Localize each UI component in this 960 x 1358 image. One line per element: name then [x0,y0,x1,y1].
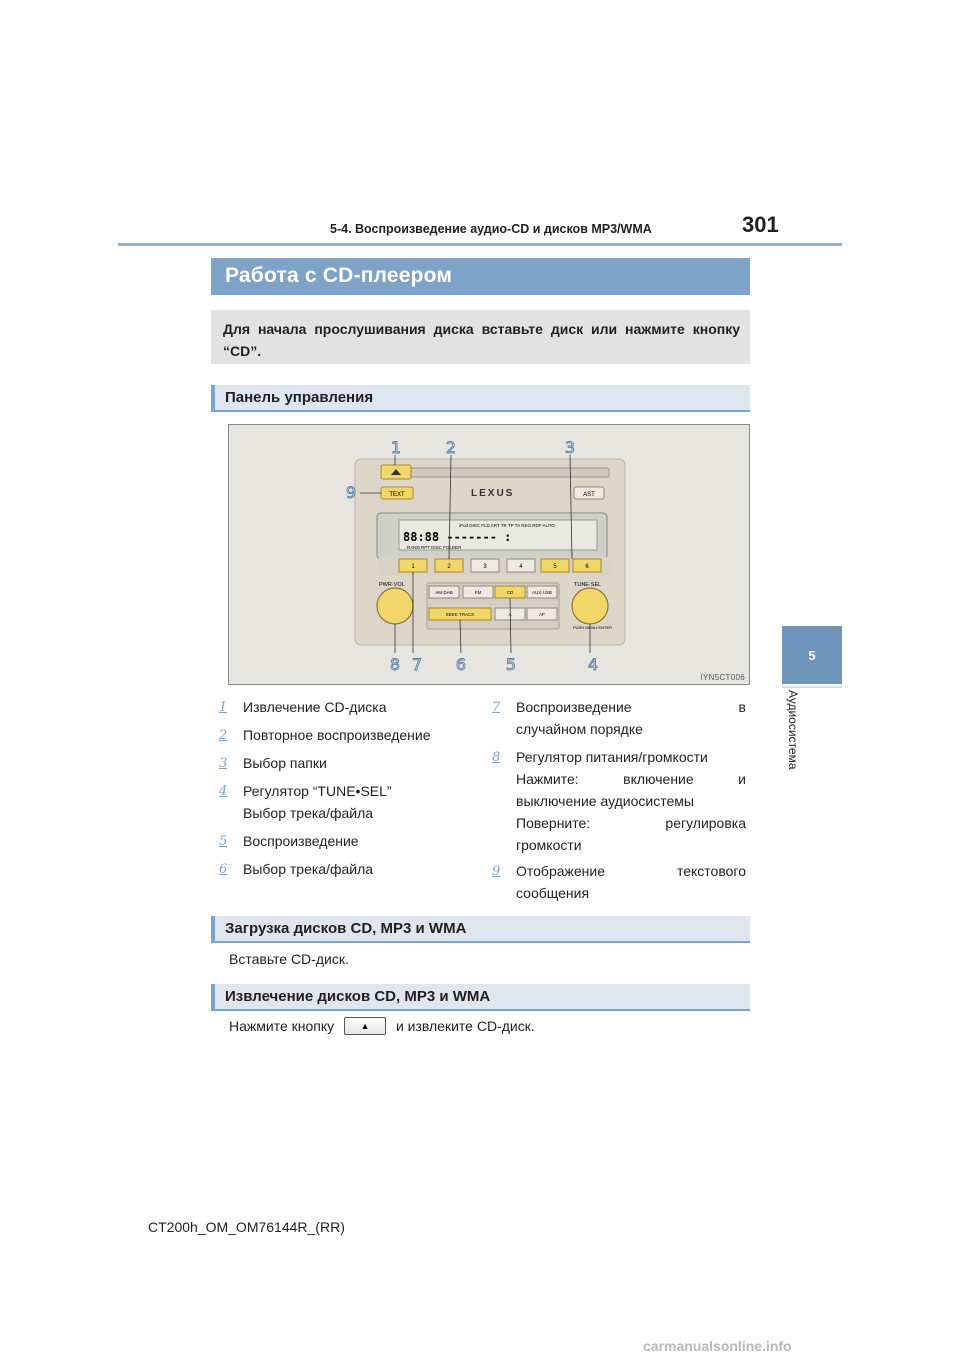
eject-text-after: и извлеките CD-диск. [395,1018,535,1034]
preset-4-label: 4 [519,564,523,570]
control-panel-illustration [228,424,750,685]
legend-number: 2 [219,728,228,743]
section-heading-panel: Панель управления [211,385,750,412]
tune-select-knob [572,588,608,624]
section-header: 5-4. Воспроизведение аудио-CD и дисков MP3/WMA [330,222,652,236]
text-button-label: TEXT [389,492,405,498]
legend-number: 3 [219,756,228,771]
control-panel-drawing [229,425,750,685]
callout-7: 7 [411,655,423,674]
seek-track-label: SEEK·TRACK [445,612,475,617]
watermark: carmanualsonline.info [643,1338,792,1354]
legend-number: 6 [219,862,228,877]
figure-id: IYN5CT006 [700,673,745,682]
callout-6: 6 [455,655,467,674]
menu-enter-label: PUSH MENU·ENTER [573,625,612,630]
lcd-top-indicators: iPod DISC FLD ART TR TP TA REG RDF AUTO [459,523,555,528]
cd-label: CD [506,590,514,595]
legend-text: Повторное воспроизведение [243,727,431,743]
legend-number: 1 [219,700,228,715]
document-code: CT200h_OM_OM76144R_(RR) [148,1219,345,1235]
callout-8: 8 [389,655,401,674]
legend-text: Нажмите: включение и [516,771,746,787]
section-heading-load: Загрузка дисков CD, MP3 и WMA [211,916,750,943]
a-label: A [508,612,512,617]
ast-button-label: AST [583,492,595,498]
am-dab-label: AM·DAB [435,590,453,595]
legend-text: сообщения [516,885,590,901]
chapter-label: Аудиосистема [786,690,800,770]
af-label: AF [539,612,545,617]
power-volume-knob [377,588,413,624]
callout-9: 9 [345,483,357,502]
legend-text: Отображение текстового [516,863,746,879]
legend-text: Выбор трека/файла [243,805,374,821]
section-heading-eject: Извлечение дисков CD, MP3 и WMA [211,984,750,1011]
eject-button-icon [344,1017,386,1035]
callout-3: 3 [564,438,576,457]
legend-number: 9 [492,864,501,879]
legend-text: случайном порядке [516,721,643,737]
tune-sel-label: TUNE·SEL [574,582,602,588]
callout-2: 2 [445,438,457,457]
legend-number: 8 [492,750,501,765]
legend-item [219,830,459,852]
legend-number: 5 [219,834,228,849]
legend-item [492,860,746,904]
preset-1-label: 1 [411,564,415,570]
pwr-vol-label: PWR·VOL [379,582,405,588]
callout-5: 5 [505,655,517,674]
legend-text: Выбор папки [243,755,327,771]
fm-label: FM [474,590,482,595]
legend-number: 7 [492,700,501,715]
legend-text: Поверните: регулировка [516,815,746,831]
legend-text: Выбор трека/файла [243,861,374,877]
legend-text: Извлечение CD-диска [243,699,387,715]
legend-text: Воспроизведение [243,833,359,849]
legend-item [219,696,459,718]
legend-item [219,724,459,746]
aux-usb-label: AUX·USB [531,590,553,595]
legend-item [492,746,746,856]
eject-text-before: Нажмите кнопку [229,1018,335,1034]
header-divider [118,243,842,246]
legend-text: громкости [516,837,582,853]
legend-number: 4 [219,784,228,799]
preset-5-label: 5 [553,564,557,570]
chapter-tab-divider [782,686,842,688]
legend-item [219,752,459,774]
eject-instruction [229,1018,535,1036]
legend-item [219,780,459,824]
eject-icon: ▲ [360,1021,370,1032]
preset-2-label: 2 [447,564,451,570]
lcd-digits: 88:88 ------- : [403,530,512,544]
legend-text: Воспроизведение в [516,699,746,715]
load-instruction: Вставьте CD-диск. [229,951,349,967]
lcd-bottom-indicators: RAND RPT DISC FOLDER [407,545,462,550]
legend-text: выключение аудиосистемы [516,793,694,809]
legend-text: Регулятор питания/громкости [516,749,708,765]
callout-1: 1 [390,438,402,457]
chapter-tab: 5 [782,626,842,684]
legend-text: Регулятор “TUNE•SEL” [243,783,392,799]
legend-item [492,696,746,740]
legend-item [219,858,459,880]
disc-slot [409,468,609,477]
preset-6-label: 6 [585,564,589,570]
brand-logo: LEXUS [471,488,515,499]
callout-4: 4 [587,655,599,674]
page-number: 301 [742,212,779,237]
preset-3-label: 3 [483,564,487,570]
intro-note: Для начала прослушивания диска вставьте диск или нажмите кнопку “CD”. [211,310,750,364]
page-title: Работа с CD-плеером [211,258,750,295]
